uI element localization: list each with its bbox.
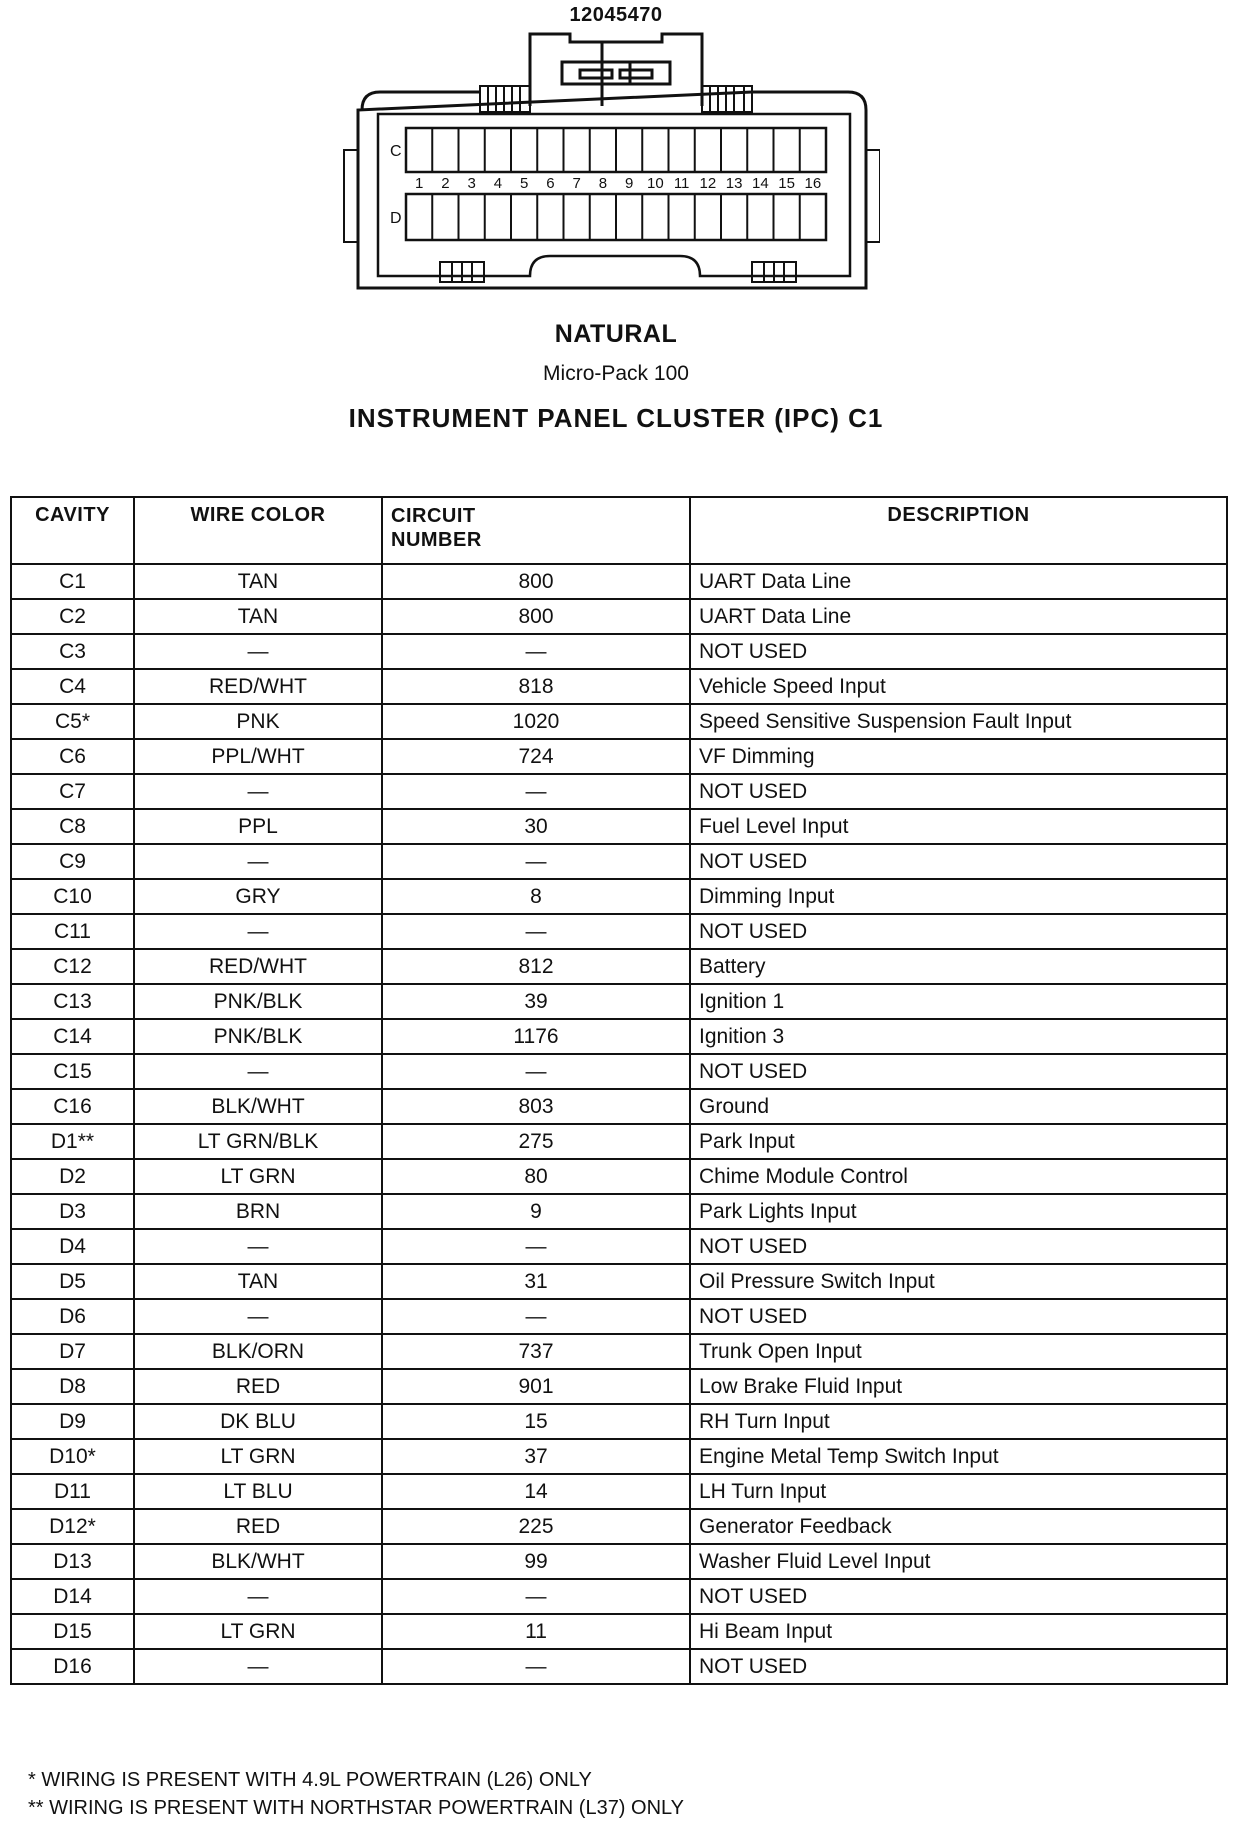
cell-circuit-number: — (382, 634, 690, 669)
connector-color: NATURAL (554, 320, 678, 348)
footnote-single-asterisk: * WIRING IS PRESENT WITH 4.9L POWERTRAIN (L26) ONLY (28, 1769, 592, 1791)
cell-wire-color: LT GRN (134, 1614, 382, 1649)
cell-description: NOT USED (690, 634, 1227, 669)
header-circuit-line1: CIRCUIT (391, 505, 476, 527)
pin-number-label: 14 (752, 175, 769, 192)
table-row (11, 1159, 1227, 1194)
cell-description: Engine Metal Temp Switch Input (690, 1439, 1227, 1474)
header-cavity: CAVITY (11, 497, 134, 564)
cell-cavity: D5 (11, 1264, 134, 1299)
cell-cavity: C6 (11, 739, 134, 774)
cell-circuit-number: 901 (382, 1369, 690, 1404)
pin-number-label: 10 (647, 175, 664, 192)
cell-wire-color: — (134, 844, 382, 879)
cell-circuit-number: 1020 (382, 704, 690, 739)
cell-cavity: D10* (11, 1439, 134, 1474)
table-row (11, 844, 1227, 879)
cell-circuit-number: 275 (382, 1124, 690, 1159)
cell-wire-color: BLK/ORN (134, 1334, 382, 1369)
latch-tab-left (530, 34, 630, 106)
cell-wire-color: — (134, 914, 382, 949)
cell-description: Park Lights Input (690, 1194, 1227, 1229)
cell-cavity: C5* (11, 704, 134, 739)
cell-description: Battery (690, 949, 1227, 984)
cell-description: NOT USED (690, 1299, 1227, 1334)
cell-wire-color: PNK/BLK (134, 1019, 382, 1054)
cell-description: NOT USED (690, 1649, 1227, 1684)
cell-wire-color: PNK/BLK (134, 984, 382, 1019)
cell-cavity: C1 (11, 564, 134, 599)
table-row (11, 1614, 1227, 1649)
table-row (11, 1194, 1227, 1229)
cell-description: RH Turn Input (690, 1404, 1227, 1439)
cell-description: VF Dimming (690, 739, 1227, 774)
table-row (11, 1509, 1227, 1544)
cell-circuit-number: 30 (382, 809, 690, 844)
table-row (11, 1264, 1227, 1299)
cell-cavity: D9 (11, 1404, 134, 1439)
cell-description: Fuel Level Input (690, 809, 1227, 844)
cell-cavity: C12 (11, 949, 134, 984)
cell-cavity: D2 (11, 1159, 134, 1194)
table-row (11, 1089, 1227, 1124)
cell-cavity: C7 (11, 774, 134, 809)
cell-wire-color: RED (134, 1509, 382, 1544)
table-row (11, 949, 1227, 984)
cell-wire-color: RED/WHT (134, 949, 382, 984)
cell-circuit-number: 37 (382, 1439, 690, 1474)
cell-circuit-number: 14 (382, 1474, 690, 1509)
cell-cavity: D15 (11, 1614, 134, 1649)
cell-circuit-number: — (382, 1649, 690, 1684)
pin-number-label: 2 (441, 175, 450, 192)
rib-block-left (480, 86, 530, 112)
cell-circuit-number: — (382, 1054, 690, 1089)
cell-circuit-number: 812 (382, 949, 690, 984)
cell-description: Trunk Open Input (690, 1334, 1227, 1369)
cell-circuit-number: 800 (382, 564, 690, 599)
cell-cavity: D3 (11, 1194, 134, 1229)
pin-number-label: 5 (519, 175, 529, 192)
cell-description: Low Brake Fluid Input (690, 1369, 1227, 1404)
cell-description: NOT USED (690, 774, 1227, 809)
cell-description: Vehicle Speed Input (690, 669, 1227, 704)
table-row (11, 1649, 1227, 1684)
cell-wire-color: DK BLU (134, 1404, 382, 1439)
table-row (11, 1404, 1227, 1439)
connector-title: INSTRUMENT PANEL CLUSTER (IPC) C1 (348, 403, 884, 433)
cell-wire-color: — (134, 1579, 382, 1614)
cell-cavity: C15 (11, 1054, 134, 1089)
cell-circuit-number: — (382, 1299, 690, 1334)
table-row (11, 914, 1227, 949)
cell-description: Dimming Input (690, 879, 1227, 914)
cell-cavity: D11 (11, 1474, 134, 1509)
cell-circuit-number: 39 (382, 984, 690, 1019)
cell-description: Hi Beam Input (690, 1614, 1227, 1649)
cell-description: NOT USED (690, 1054, 1227, 1089)
cell-circuit-number: 31 (382, 1264, 690, 1299)
cell-cavity: C14 (11, 1019, 134, 1054)
table-row (11, 984, 1227, 1019)
cell-description: NOT USED (690, 844, 1227, 879)
pin-number-label: 11 (673, 175, 690, 192)
cell-cavity: D12* (11, 1509, 134, 1544)
cell-description: NOT USED (690, 1229, 1227, 1264)
pin-number-label: 7 (572, 175, 581, 192)
table-row (11, 1334, 1227, 1369)
cell-cavity: D4 (11, 1229, 134, 1264)
cell-cavity: C9 (11, 844, 134, 879)
connector-face-diagram (340, 30, 880, 310)
cell-wire-color: GRY (134, 879, 382, 914)
header-circuit-number (382, 497, 690, 564)
pin-number-label: 1 (414, 175, 424, 192)
cell-wire-color: BRN (134, 1194, 382, 1229)
cell-description: UART Data Line (690, 564, 1227, 599)
pin-number-label: 15 (778, 175, 795, 192)
cell-wire-color: — (134, 1054, 382, 1089)
cell-cavity: D16 (11, 1649, 134, 1684)
cell-wire-color: TAN (134, 1264, 382, 1299)
row-label-c: C (390, 143, 402, 160)
table-row (11, 1439, 1227, 1474)
table-row (11, 1299, 1227, 1334)
cell-circuit-number: 8 (382, 879, 690, 914)
cell-wire-color: TAN (134, 599, 382, 634)
cell-wire-color: RED/WHT (134, 669, 382, 704)
connector-series: Micro-Pack 100 (543, 362, 689, 385)
cell-description: Oil Pressure Switch Input (690, 1264, 1227, 1299)
pin-number-label: 9 (624, 175, 634, 192)
table-row (11, 1229, 1227, 1264)
cell-wire-color: — (134, 774, 382, 809)
cell-circuit-number: 9 (382, 1194, 690, 1229)
cell-wire-color: — (134, 1299, 382, 1334)
table-row (11, 1579, 1227, 1614)
cell-wire-color: LT BLU (134, 1474, 382, 1509)
table-row (11, 634, 1227, 669)
pinout-table (10, 496, 1228, 1685)
pin-number-label: 3 (467, 175, 476, 192)
table-row (11, 1019, 1227, 1054)
table-row (11, 704, 1227, 739)
cell-wire-color: PPL/WHT (134, 739, 382, 774)
cell-cavity: C16 (11, 1089, 134, 1124)
cell-cavity: D8 (11, 1369, 134, 1404)
cell-cavity: C2 (11, 599, 134, 634)
cell-cavity: C13 (11, 984, 134, 1019)
cell-cavity: D6 (11, 1299, 134, 1334)
cell-cavity: C11 (11, 914, 134, 949)
cell-cavity: C4 (11, 669, 134, 704)
table-row (11, 564, 1227, 599)
cell-circuit-number: 15 (382, 1404, 690, 1439)
cell-circuit-number: 1176 (382, 1019, 690, 1054)
table-row (11, 879, 1227, 914)
cell-description: Park Input (690, 1124, 1227, 1159)
cell-circuit-number: 225 (382, 1509, 690, 1544)
cell-description: Ignition 1 (690, 984, 1227, 1019)
cell-circuit-number: 818 (382, 669, 690, 704)
cell-description: Washer Fluid Level Input (690, 1544, 1227, 1579)
header-wire-color: WIRE COLOR (134, 497, 382, 564)
cell-circuit-number: — (382, 774, 690, 809)
table-row (11, 1474, 1227, 1509)
header-description: DESCRIPTION (690, 497, 1227, 564)
cell-wire-color: LT GRN/BLK (134, 1124, 382, 1159)
cell-circuit-number: 80 (382, 1159, 690, 1194)
cell-cavity: D14 (11, 1579, 134, 1614)
cell-circuit-number: 803 (382, 1089, 690, 1124)
cell-description: Speed Sensitive Suspension Fault Input (690, 704, 1227, 739)
cell-wire-color: LT GRN (134, 1159, 382, 1194)
table-row (11, 1369, 1227, 1404)
cell-circuit-number: 724 (382, 739, 690, 774)
cell-description: NOT USED (690, 1579, 1227, 1614)
rib-block-right (702, 86, 752, 112)
cell-description: NOT USED (690, 914, 1227, 949)
pin-number-label: 12 (699, 175, 717, 192)
table-header-row (11, 497, 1227, 564)
cell-circuit-number: — (382, 1579, 690, 1614)
cell-circuit-number: — (382, 1229, 690, 1264)
pin-number-label: 6 (546, 175, 555, 192)
cell-circuit-number: 737 (382, 1334, 690, 1369)
cell-cavity: C8 (11, 809, 134, 844)
cell-wire-color: BLK/WHT (134, 1544, 382, 1579)
row-label-d: D (390, 210, 402, 227)
cell-description: UART Data Line (690, 599, 1227, 634)
table-row (11, 1054, 1227, 1089)
cell-description: Chime Module Control (690, 1159, 1227, 1194)
cell-wire-color: PNK (134, 704, 382, 739)
cell-wire-color: LT GRN (134, 1439, 382, 1474)
pin-number-label: 13 (725, 175, 743, 192)
cell-cavity: D1** (11, 1124, 134, 1159)
table-row (11, 739, 1227, 774)
cell-wire-color: RED (134, 1369, 382, 1404)
pin-number-label: 16 (804, 175, 822, 192)
cell-circuit-number: 800 (382, 599, 690, 634)
cell-cavity: D7 (11, 1334, 134, 1369)
cell-description: Ignition 3 (690, 1019, 1227, 1054)
cell-description: Generator Feedback (690, 1509, 1227, 1544)
cell-wire-color: TAN (134, 564, 382, 599)
footnote-double-asterisk: ** WIRING IS PRESENT WITH NORTHSTAR POWERTRAIN (L37) ONLY (28, 1797, 685, 1819)
pin-number-label: 4 (493, 175, 503, 192)
footnotes (28, 1766, 684, 1822)
table-row (11, 599, 1227, 634)
cell-description: Ground (690, 1089, 1227, 1124)
cell-circuit-number: — (382, 844, 690, 879)
table-row (11, 1544, 1227, 1579)
pin-number-label: 8 (598, 175, 608, 192)
cell-circuit-number: 11 (382, 1614, 690, 1649)
cell-cavity: D13 (11, 1544, 134, 1579)
lock-window-left (440, 262, 484, 282)
connector-part-number: 12045470 (569, 4, 663, 26)
table-row (11, 774, 1227, 809)
cell-description: LH Turn Input (690, 1474, 1227, 1509)
cell-wire-color: — (134, 1649, 382, 1684)
cell-circuit-number: — (382, 914, 690, 949)
header-circuit-line2: NUMBER (391, 529, 482, 551)
cell-wire-color: — (134, 634, 382, 669)
cell-circuit-number: 99 (382, 1544, 690, 1579)
table-row (11, 809, 1227, 844)
table-row (11, 669, 1227, 704)
cell-cavity: C3 (11, 634, 134, 669)
cell-cavity: C10 (11, 879, 134, 914)
cell-wire-color: PPL (134, 809, 382, 844)
cell-wire-color: BLK/WHT (134, 1089, 382, 1124)
cell-wire-color: — (134, 1229, 382, 1264)
lock-window-right (752, 262, 796, 282)
table-row (11, 1124, 1227, 1159)
